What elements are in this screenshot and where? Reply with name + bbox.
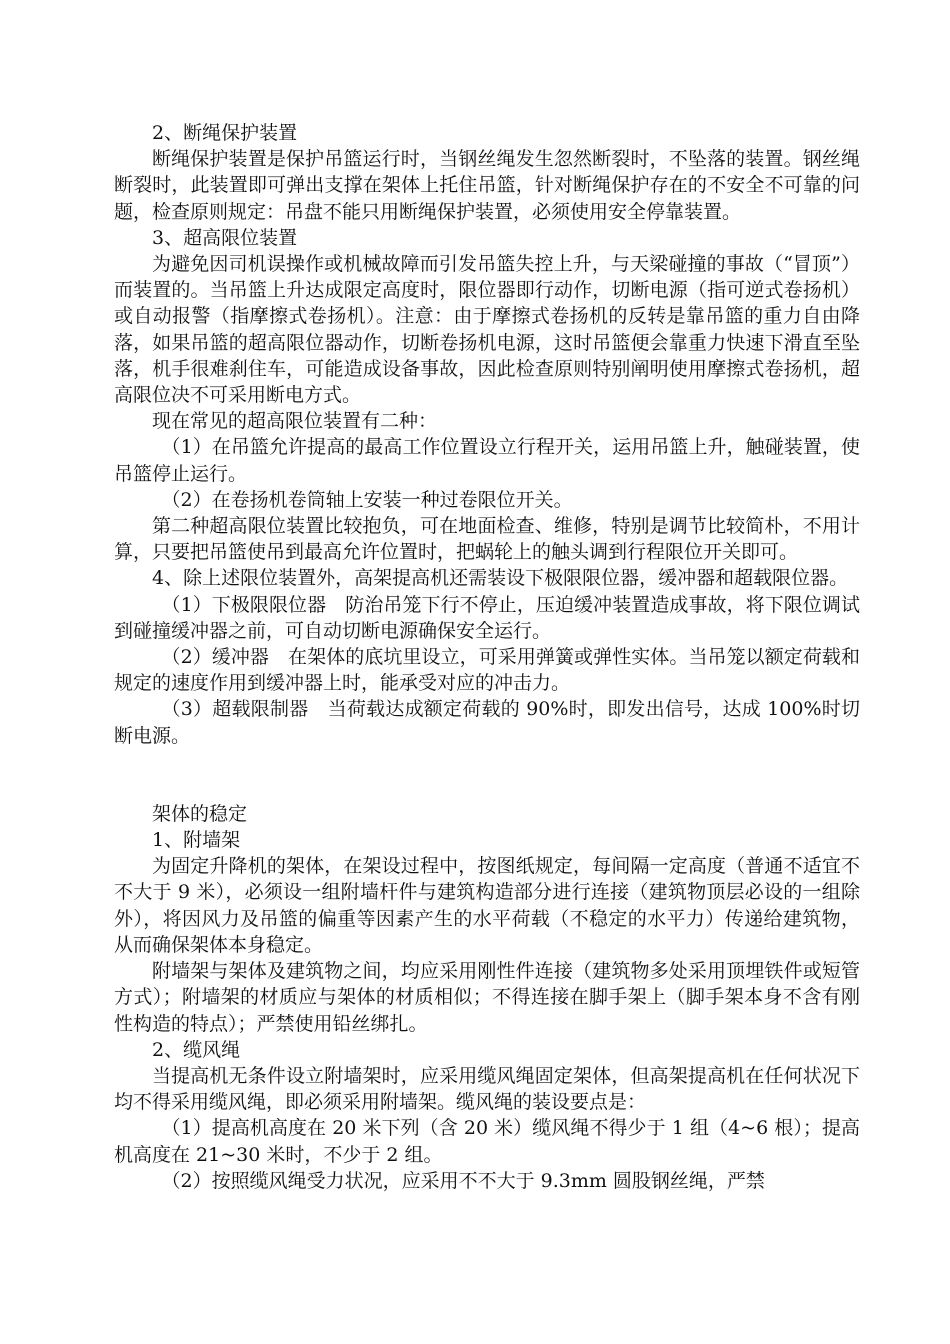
section-heading-broken-rope-protection: 2、断绳保护装置 [152, 122, 298, 144]
paragraph-other-limit-devices: 4、除上述限位装置外，高架提高机还需装设下极限限位器，缓冲器和超载限位器。 [152, 567, 849, 590]
paragraph-second-type-advantage: 第二种超高限位装置比较抱负，可在地面检查、维修，特别是调节比较简朴，不用计算，只要把吊篮使吊到最高允许位置时，把蜗轮上的触头调到行程限位开关即可。 [114, 515, 860, 564]
paragraph-guy-rope-usage: 当提高机无条件设立附墙架时，应采用缆风绳固定架体，但高架提高机在任何状况下均不得采用缆风绳，即必须采用附墙架。缆风绳的装设要点是： [114, 1064, 860, 1114]
paragraph-wall-brace-purpose: 为固定升降机的架体，在架设过程中，按图纸规定，每间隔一定高度（普通不适宜不不大于 9 米），必须设一组附墙杆件与建筑构造部分进行连接（建筑物顶层必设的一组除外），将因风力及吊篮的偏重等因素产生的水平荷载（不稳定的水平力）传递给建筑物，从而确保架体本身稳定。 [114, 855, 860, 956]
paragraph-wall-brace-connection: 附墙架与架体及建筑物之间，均应采用刚性件连接（建筑物多处采用顶埋铁件或短管方式）；附墙架的材质应与架体的材质相似；不得连接在脚手架上（脚手架本身不含有刚性构造的特点）；严禁使用铅丝绑扎。 [114, 960, 860, 1035]
paragraph-broken-rope-protection: 断绳保护装置是保护吊篮运行时，当钢丝绳发生忽然断裂时，不坠落的装置。钢丝绳断裂时，此装置即可弹出支撑在架体上托住吊篮，针对断绳保护存在的不安全不可靠的问题，检查原则规定：吊盘不能只用断绳保护装置，必须使用安全停靠装置。 [114, 148, 860, 223]
paragraph-common-limit-types: 现在常见的超高限位装置有二种： [152, 410, 438, 433]
section-heading-guy-rope: 2、缆风绳 [152, 1038, 241, 1061]
paragraph-spacer [114, 749, 860, 801]
list-item-guy-rope-material: （2）按照缆风绳受力状况，应采用不不大于 9.3mm 圆股钢丝绳，严禁 [161, 1169, 765, 1192]
section-heading-wall-brace: 1、附墙架 [152, 829, 241, 852]
section-heading-over-height-limit: 3、超高限位装置 [152, 226, 298, 249]
list-item-overload-limiter: （3）超载限制器 当荷载达成额定荷载的 90%时，即发出信号，达成 100%时切断电源。 [114, 698, 860, 747]
document-page [114, 120, 860, 1194]
list-item-limit-type-2: （2）在卷扬机卷筒轴上安装一种过卷限位开关。 [161, 488, 573, 511]
list-item-limit-type-1: （1）在吊篮允许提高的最高工作位置设立行程开关，运用吊篮上升，触碰装置，使吊篮停止运行。 [114, 436, 860, 485]
list-item-buffer: （2）缓冲器 在架体的底坑里设立，可采用弹簧或弹性实体。当吊笼以额定荷载和规定的速度作用到缓冲器上时，能承受对应的冲击力。 [114, 646, 860, 695]
list-item-lower-limit: （1）下极限限位器 防治吊笼下行不停止，压迫缓冲装置造成事故，将下限位调试到碰撞缓冲器之前，可自动切断电源确保安全运行。 [114, 593, 860, 642]
list-item-guy-rope-count: （1）提高机高度在 20 米下列（含 20 米）缆风绳不得少于 1 组（4~6 根）；提高机高度在 21~30 米时，不少于 2 组。 [114, 1117, 860, 1166]
paragraph-over-height-limit: 为避免因司机误操作或机械故障而引发吊篮失控上升，与天梁碰撞的事故（“冒顶”）而装置的。当吊篮上升达成限定高度时，限位器即行动作，切断电源（指可逆式卷扬机）或自动报警（指摩擦式卷扬机）。注意：由于摩擦式卷扬机的反转是靠吊篮的重力自由降落，如果吊篮的超高限位器动作，切断卷扬机电源，这时吊篮便会靠重力快速下滑直至坠落，机手很难刹住车，可能造成设备事故，因此检查原则特别阐明使用摩擦式卷扬机，超高限位决不可采用断电方式。 [114, 253, 860, 407]
section-heading-frame-stability: 架体的稳定 [152, 802, 248, 825]
